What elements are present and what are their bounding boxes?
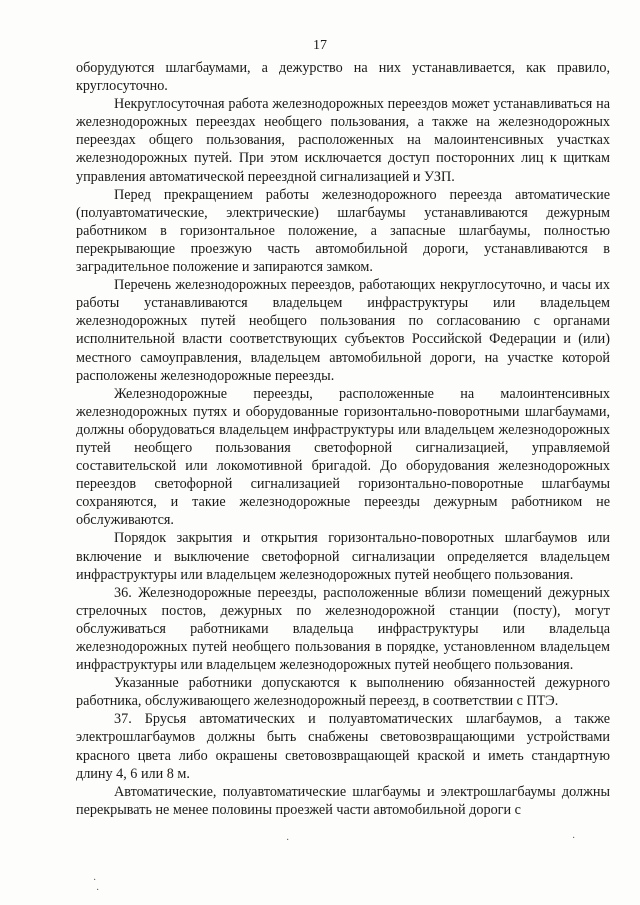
- paragraph-item-37: 37. Брусья автоматических и полуавтоматических шлагбаумов, а также электрошлагбаумов должны быть снабжены световозвращающими устройствами красного цвета либо окрашены световозвращающей краской и иметь стандартную длину 4, 6 или 8 м.: [76, 711, 610, 782]
- scan-speck: ·: [286, 835, 290, 846]
- scan-speck: ·: [93, 875, 97, 886]
- page-number: 17: [313, 38, 327, 53]
- paragraph-item-36: 36. Железнодорожные переезды, расположенные вблизи помещений дежурных стрелочных постов, дежурных по железнодорожной станции (посту), могут обслуживаться работниками владельца инфраструктуры или владельца железнодорожных путей необщего пользования в порядке, установленном владельцем инфраструктуры или владельцем железнодорожных путей необщего пользования.: [76, 584, 610, 674]
- body-text: [76, 59, 610, 819]
- scan-speck: ·: [96, 885, 100, 896]
- paragraph: Указанные работники допускаются к выполнению обязанностей дежурного работника, обслуживающего железнодорожный переезд, в соответствии с ПТЭ.: [76, 675, 610, 710]
- paragraph: Железнодорожные переезды, расположенные на малоинтенсивных железнодорожных путях и оборудованные горизонтально-поворотными шлагбаумами, должны оборудоваться владельцем инфраструктуры или владельцем железнодорожных путей необщего пользования светофорной сигнализацией, управляемой составительской или локомотивной бригадой. До оборудования железнодорожных переездов светофорной сигнализацией горизонтально-поворотные шлагбаумы сохраняются, и такие железнодорожные переезды дежурным работником не обслуживаются.: [76, 385, 610, 529]
- paragraph: Автоматические, полуавтоматические шлагбаумы и электрошлагбаумы должны перекрывать не менее половины проезжей части автомобильной дороги с: [76, 783, 610, 818]
- scan-speck: ·: [572, 833, 576, 844]
- paragraph: Некруглосуточная работа железнодорожных переездов может устанавливаться на железнодорожных переездах необщего пользования, а также на железнодорожных переездах общего пользования, расположенных на малоинтенсивных участках железнодорожных путей. При этом исключается доступ посторонних лиц к щиткам управления автоматической переездной сигнализацией и УЗП.: [76, 96, 610, 185]
- paragraph-continuation: оборудуются шлагбаумами, а дежурство на них устанавливается, как правило, круглосуточно.: [76, 60, 610, 95]
- paragraph: Перечень железнодорожных переездов, работающих некруглосуточно, и часы их работы устанавливаются владельцем инфраструктуры или владельцем железнодорожных путей необщего пользования по согласованию с органами исполнительной власти соответствующих субъектов Российской Федерации и (или) местного самоуправления, владельцем автомобильной дороги, на участке которой расположены железнодорожные переезды.: [76, 277, 610, 384]
- paragraph: Порядок закрытия и открытия горизонтально-поворотных шлагбаумов или включение и выключение светофорной сигнализации определяется владельцем инфраструктуры или владельцем железнодорожных путей необщего пользования.: [76, 530, 610, 583]
- paragraph: Перед прекращением работы железнодорожного переезда автоматические (полуавтоматические, электрические) шлагбаумы устанавливаются дежурным работником в горизонтальное положение, а запасные шлагбаумы, полностью перекрывающие проезжую часть автомобильной дороги, устанавливаются в заградительное положение и запираются замком.: [76, 186, 610, 276]
